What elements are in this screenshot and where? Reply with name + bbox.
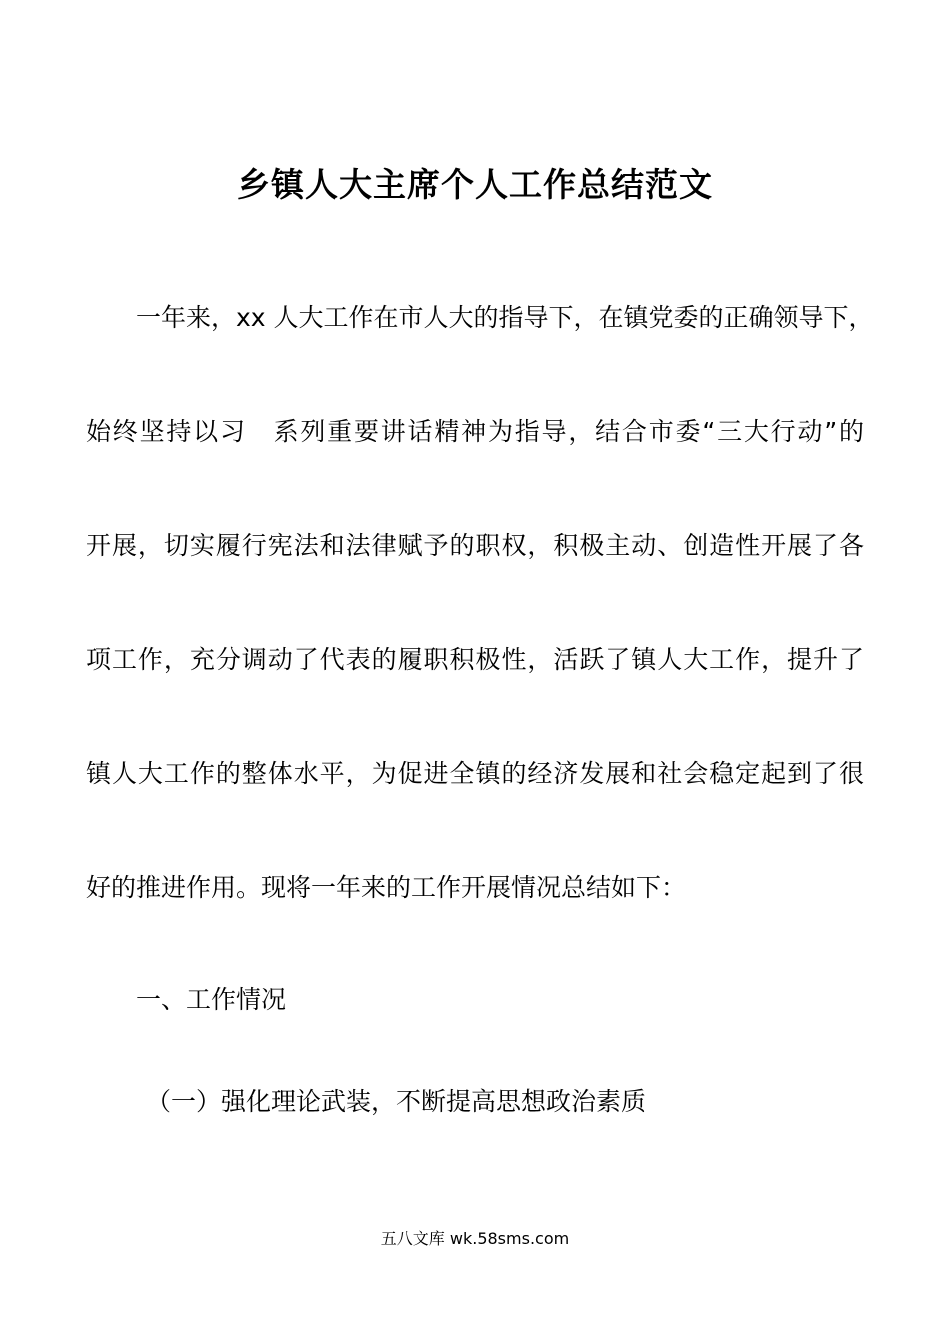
body-line-1: 一年来，xx 人大工作在市人大的指导下，在镇党委的正确领导下， (136, 303, 874, 332)
section-heading: 一、工作情况 (136, 985, 287, 1014)
body-line-5: 镇人大工作的整体水平，为促进全镇的经济发展和社会稳定起到了很 (86, 759, 864, 788)
body-line-4: 项工作，充分调动了代表的履职积极性，活跃了镇人大工作，提升了 (86, 645, 864, 674)
document-title: 乡镇人大主席个人工作总结范文 (237, 165, 713, 204)
footer-watermark: 五八文库 wk.58sms.com (380, 1229, 570, 1248)
body-line-6: 好的推进作用。现将一年来的工作开展情况总结如下： (86, 873, 687, 902)
subsection-heading: （一）强化理论武装，不断提高思想政治素质 (146, 1087, 647, 1116)
body-line-2: 始终坚持以习 系列重要讲话精神为指导，结合市委“三大行动”的 (86, 417, 864, 446)
body-line-3: 开展，切实履行宪法和法律赋予的职权，积极主动、创造性开展了各 (86, 531, 864, 560)
